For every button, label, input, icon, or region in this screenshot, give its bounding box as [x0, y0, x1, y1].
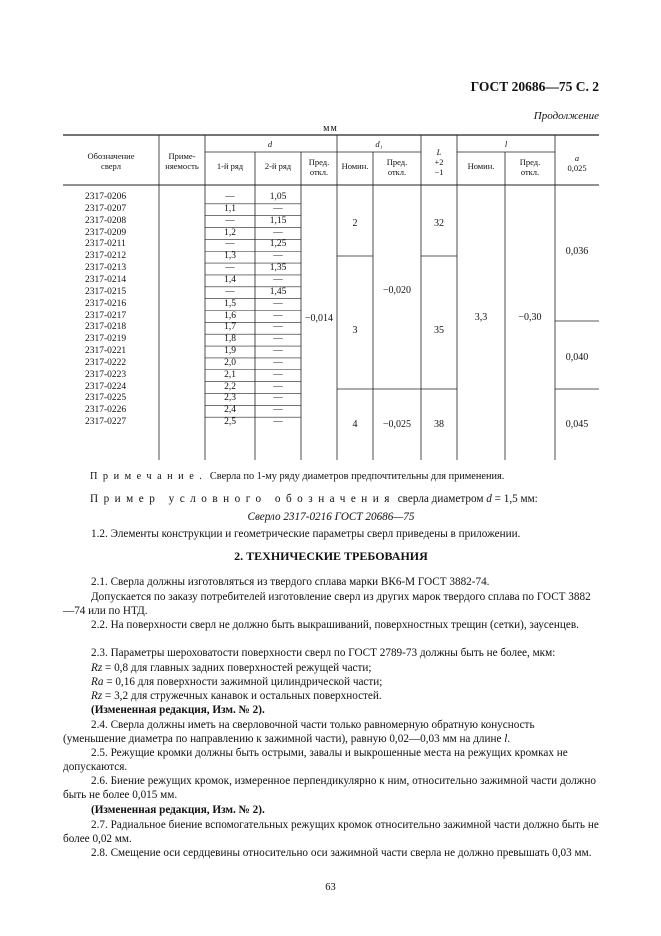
table-row-d-row2: — [273, 346, 283, 357]
header-d-row1: 1-й ряд [216, 161, 244, 171]
roughness-rz-1: Rz = 0,8 для главных задних поверхностей режущей части; [91, 662, 372, 674]
paragraph-2-1: 2.1. Сверла должны изготовляться из твердого сплава марки ВК6-М ГОСТ 3882-74. [91, 576, 490, 588]
table-note: Примечание. Сверла по 1-му ряду диаметров предпочтительны для применения. [90, 471, 505, 482]
roughness-rz-2: Rz = 3,2 для стружечных канавок и остальных поверхностей. [91, 690, 382, 702]
table-row-d-row1: 1,5 [224, 298, 236, 309]
paragraph-2-1b: Допускается по заказу потребителей изготовление сверл из других марок твердого сплава по ГОСТ 3882—74 или по НТД. [63, 591, 591, 618]
page-number: 63 [325, 882, 336, 893]
table-row-code: 2317-0212 [85, 251, 127, 262]
span-a-2: 0,040 [565, 352, 589, 363]
table-row-d-row1: — [225, 239, 235, 250]
table-row-d-row2: — [273, 227, 283, 238]
table-row-d-row1: 1,4 [224, 274, 236, 285]
table-row-d-row1: — [225, 215, 235, 226]
table-row-code: 2317-0221 [85, 346, 127, 357]
paragraph-1-2: 1.2. Элементы конструкции и геометрические параметры сверл приведены в приложении. [91, 528, 521, 540]
table-row-d-row1: — [225, 192, 235, 202]
table-row-code: 2317-0223 [85, 369, 127, 380]
table-row-code: 2317-0219 [85, 334, 127, 345]
table-row-d-row1: 1,9 [224, 346, 236, 357]
table-row-d-row1: 2,2 [224, 381, 236, 392]
header-applicability: Приме- няемость [165, 151, 199, 171]
table-row-code: 2317-0214 [85, 274, 127, 285]
table-row-d-row1: — [225, 286, 235, 297]
paragraph-2-4: 2.4. Сверла должны иметь на сверловочной части только равномерную обратную конусность (уменьшение диаметра по направлению к зажимной части), равную 0,02—0,03 мм на длине l. [63, 719, 535, 746]
drill-dimensions-table [63, 135, 599, 460]
span-l-tol: −0,30 [518, 312, 542, 323]
paragraph-2-7: 2.7. Радиальное биение вспомогательных режущих кромок относительно зажимной части должно быть не более 0,02 мм. [63, 819, 599, 846]
header-l: l [504, 139, 508, 149]
roughness-ra: Ra = 0,16 для поверхности зажимной цилиндрической части; [91, 676, 383, 688]
header-d1-tol: Пред. откл. [386, 157, 408, 177]
span-l-nom: 3,3 [474, 312, 488, 323]
table-row-d-row1: 1,6 [224, 310, 236, 321]
table-row-code: 2317-0213 [85, 263, 127, 274]
table-row-d-row2: — [273, 369, 283, 380]
header-d1: d₁ [375, 139, 383, 149]
header-l-nom: Номин. [467, 161, 495, 171]
table-row-d-row2: — [273, 405, 283, 416]
header-d1-nom: Номин. [341, 161, 369, 171]
table-row-d-row2: — [273, 203, 283, 214]
table-row-d-row1: 1,2 [224, 227, 236, 238]
table-row-d-row2: — [273, 334, 283, 345]
span-d1-nom-1: 2 [352, 218, 358, 229]
span-d1-nom-2: 3 [352, 325, 358, 336]
designation-example: Пример условного обозначения сверла диаметром d = 1,5 мм: [90, 493, 538, 505]
paragraph-2-6: 2.6. Биение режущих кромок, измеренное перпендикулярно к ним, относительно зажимной части должно быть не более 0,015 мм. [63, 775, 596, 802]
table-row-code: 2317-0217 [85, 310, 127, 321]
table-row-d-row2: — [273, 381, 283, 392]
table-row-code: 2317-0224 [85, 381, 127, 392]
table-row-code: 2317-0225 [85, 393, 127, 404]
table-row-d-row1: 1,1 [224, 203, 236, 214]
header-a: a 0,025 [567, 153, 587, 173]
page-header-title: ГОСТ 20686—75 С. 2 [470, 79, 599, 94]
table-row-d-row2: — [273, 298, 283, 309]
span-L-2: 35 [434, 325, 444, 336]
paragraph-2-3: 2.3. Параметры шероховатости поверхности сверл по ГОСТ 2789-73 должны быть не более, мкм: [91, 647, 556, 659]
continuation-label: Продолжение [533, 110, 599, 122]
table-row-code: 2317-0222 [85, 357, 127, 368]
table-row-d-row1: 1,3 [224, 251, 236, 262]
span-a-1: 0,036 [565, 246, 589, 257]
table-row-d-row2: 1,35 [269, 263, 287, 274]
section-2-heading: 2. ТЕХНИЧЕСКИЕ ТРЕБОВАНИЯ [234, 549, 428, 563]
table-row-d-row1: 1,7 [224, 322, 236, 333]
change-note-1: (Измененная редакция, Изм. № 2). [91, 704, 265, 716]
table-row-d-row2: 1,05 [269, 192, 287, 202]
span-d1-nom-3: 4 [352, 419, 358, 430]
table-row-d-row2: — [273, 417, 283, 428]
paragraph-2-5: 2.5. Режущие кромки должны быть острыми, завалы и выкрошенные места на режущих кромках не допускаются. [63, 747, 568, 774]
table-row-code: 2317-0209 [85, 227, 127, 238]
table-row-code: 2317-0211 [85, 239, 126, 250]
table-row-d-row1: 2,0 [224, 357, 236, 368]
table-row-d-row2: — [273, 310, 283, 321]
table-row-d-row1: 1,8 [224, 334, 236, 345]
units-label: мм [323, 123, 338, 134]
table-row-d-row2: — [273, 357, 283, 368]
span-d1-tol-2: −0,025 [382, 419, 412, 430]
header-designation: Обозначение сверл [87, 151, 135, 171]
table-row-d-row2: 1,45 [269, 286, 287, 297]
header-l-tol: Пред. откл. [519, 157, 541, 177]
table-row-code: 2317-0208 [85, 215, 127, 226]
paragraph-2-2: 2.2. На поверхности сверл не должно быть выкрашиваний, поверхностных трещин (сетки), заусенцев. [91, 619, 579, 631]
table-row-code: 2317-0215 [85, 286, 127, 297]
header-d: d [267, 139, 273, 149]
span-L-1: 32 [434, 218, 444, 229]
table-row-d-row1: 2,1 [224, 369, 236, 380]
paragraph-2-8: 2.8. Смещение оси сердцевины относительно оси зажимной части сверла не должно превышать 0,03 мм. [91, 847, 592, 859]
table-row-code: 2317-0218 [85, 322, 127, 333]
span-L-3: 38 [434, 419, 444, 430]
span-a-3: 0,045 [565, 419, 589, 430]
header-L: L +2 −1 [434, 147, 444, 177]
table-row-d-row2: — [273, 251, 283, 262]
span-d1-tol-1: −0,020 [382, 285, 412, 296]
header-d-tol: Пред. откл. [308, 157, 330, 177]
table-row-d-row1: 2,3 [224, 393, 236, 404]
table-row-code: 2317-0207 [85, 203, 127, 214]
table-row-d-row2: 1,15 [269, 215, 287, 226]
table-row-d-row1: — [225, 263, 235, 274]
table-row-code: 2317-0227 [85, 417, 127, 428]
designation-example-value: Сверло 2317-0216 ГОСТ 20686—75 [247, 511, 415, 523]
change-note-2: (Измененная редакция, Изм. № 2). [91, 804, 265, 816]
table-row-d-row1: 2,5 [224, 417, 236, 428]
table-row-code: 2317-0206 [85, 192, 127, 202]
table-row-code: 2317-0226 [85, 405, 127, 416]
table-row-d-row2: 1,25 [269, 239, 287, 250]
table-row-d-row2: — [273, 274, 283, 285]
span-d-tol: −0,014 [304, 313, 334, 324]
table-row-d-row2: — [273, 322, 283, 333]
table-row-code: 2317-0216 [85, 298, 127, 309]
table-row-d-row1: 2,4 [224, 405, 236, 416]
header-d-row2: 2-й ряд [264, 161, 292, 171]
table-row-d-row2: — [273, 393, 283, 404]
